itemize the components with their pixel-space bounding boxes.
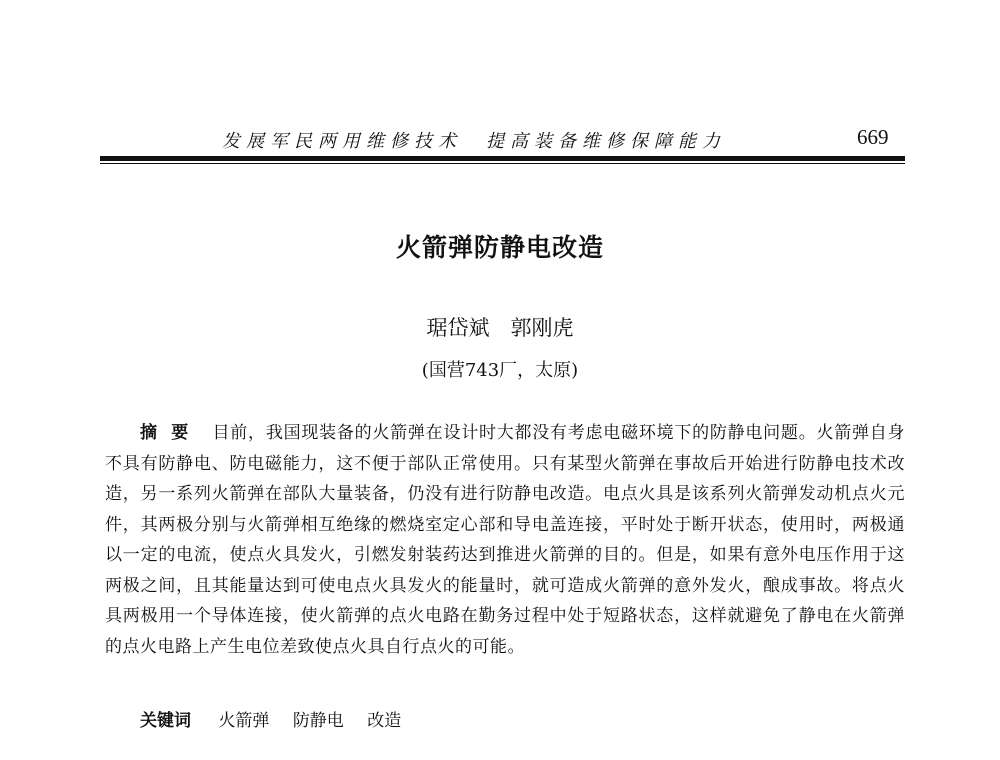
keywords-label: 关键词 bbox=[140, 711, 191, 731]
keyword-item: 改造 bbox=[367, 711, 402, 731]
abstract bbox=[105, 418, 905, 662]
keyword-item: 火箭弹 bbox=[218, 711, 270, 731]
page-number: 669 bbox=[857, 125, 889, 149]
abstract-text: 目前，我国现装备的火箭弹在设计时大都没有考虑电磁环境下的防静电问题。火箭弹自身不具有防静电、防电磁能力，这不便于部队正常使用。只有某型火箭弹在事故后开始进行防静电技术改造，另一系列火箭弹在部队大量装备，仍没有进行防静电改造。电点火具是该系列火箭弹发动机点火元件，其两极分别与火箭弹相互绝缘的燃烧室定心部和导电盖连接，平时处于断开状态，使用时，两极通以一定的电流，使点火具发火，引燃发射装药达到推进火箭弹的目的。但是，如果有意外电压作用于这两极之间，且其能量达到可使电点火具发火的能量时，就可造成火箭弹的意外发火，酿成事故。将点火具两极用一个导体连接，使火箭弹的点火电路在勤务过程中处于短路状态，这样就避免了静电在火箭弹的点火电路上产生电位差致使点火具自行点火的可能。 bbox=[105, 423, 906, 657]
running-title: 发展军民两用维修技术 提高装备维修保障能力 bbox=[222, 131, 726, 152]
article-title: 火箭弹防静电改造 bbox=[395, 233, 604, 262]
header-rule-thin bbox=[100, 163, 905, 164]
keyword-item: 防静电 bbox=[292, 711, 344, 731]
running-head bbox=[0, 125, 1000, 155]
keywords bbox=[140, 706, 419, 731]
header-rule-thick bbox=[100, 156, 905, 161]
affiliation: (国营743厂，太原) bbox=[421, 360, 579, 381]
abstract-label: 摘要 bbox=[140, 423, 203, 443]
authors: 琚岱斌 郭刚虎 bbox=[426, 316, 574, 340]
